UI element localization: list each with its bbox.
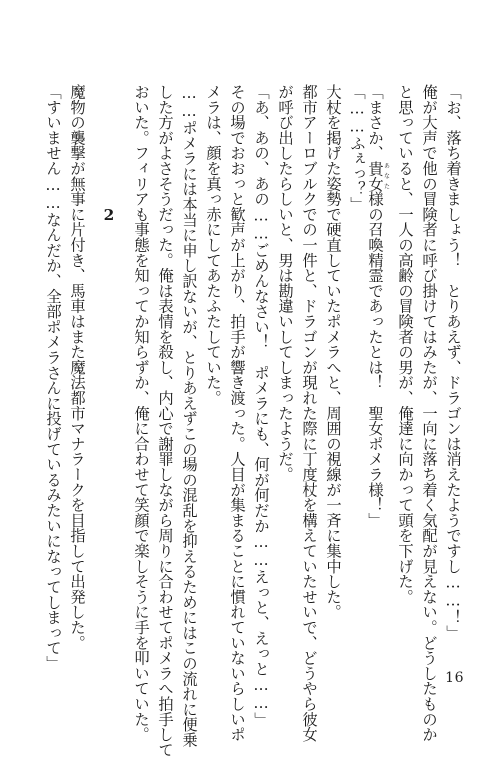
text-column-10: その場でおおっと歓声が上がり、拍手が響き渡った。人目が集まることに慣れていないらしいポ	[228, 84, 246, 742]
text-column-7: 都市アーロブルクでの一件と、ドラゴンが現れた際に丁度杖を構えていたせいで、どうやら彼女	[300, 84, 318, 742]
text-column-1: 「お、落ち着きましょう！ とりあえず、ドラゴンは消えたようですし……！」	[444, 84, 462, 641]
text-column-13: した方がよさそうだった。俺は表情を殺し、内心で謝罪しながら周りに合わせてポメラへ拍手して	[156, 84, 174, 757]
text-column-6: 大杖を掲げた姿勢で硬直していたポメラへと、周囲の視線が一斉に集中した。	[324, 84, 342, 620]
text-column-12: ……ポメラには本当に申し訳ないが、とりあえずこの場の混乱を抑えるためにはこの流れに便乗	[180, 84, 198, 748]
ruby-reading: あなた	[382, 160, 390, 192]
text-column-9: 「あ、あの、あの……ごめんなさい！ ポメラにも、何が何だか……えっと、えっと……」	[252, 84, 270, 728]
section-heading: 2	[100, 206, 118, 224]
text-column-15: 魔物の襲撃が無事に片付き、馬車はまた魔法都市マナラークを目指して出発した。	[68, 84, 86, 651]
text-column-14: おいた。フィリアも事態を知ってか知らずか、俺に合わせて笑顔で楽しそうに手を叩いていた。	[132, 84, 150, 742]
text-column-11: メラは、顔を真っ赤にしてあたふたしていた。	[204, 84, 222, 406]
text-column-16: 「すいません……なんだか、全部ポメラさんに投げているみたいになってしまって」	[44, 84, 62, 671]
text-column-5: 「……ふぇっ？」	[348, 84, 366, 212]
text-column-4: 「まさか、貴女あなた様の召喚精霊であったとは！ 聖女ポメラ様！」	[366, 84, 390, 528]
page-number: 16	[445, 670, 464, 686]
text-column-8: が呼び出したらしいと、男は勘違いしてしまったようだ。	[276, 84, 294, 482]
text-column-3: と思っていると、一人の高齢の冒険者の男が、俺達に向かって頭を下げた。	[396, 84, 414, 605]
text-column-2: 俺が大声で他の冒険者に呼び掛けてはみたが、一向に落ち着く気配が見えない。どうしたものか	[420, 84, 438, 742]
ruby-annotation: 貴女あなた	[366, 160, 390, 192]
